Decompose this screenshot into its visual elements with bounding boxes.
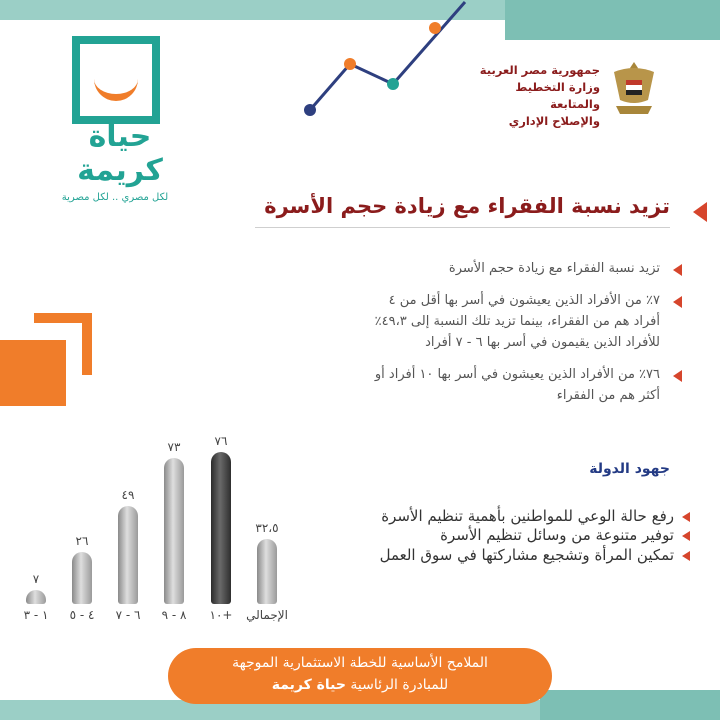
ministry-line3: والإصلاح الإداري [508,114,600,128]
chart-bar-5 [211,452,231,604]
ministry-line1: جمهورية مصر العربية [479,63,600,77]
bullet-2: ٧٪ من الأفراد الذين يعيشون في أسر بها أقل من ٤ أفراد هم من الفقراء، بينما تزيد تلك النسبة إلى ٤٩،٣٪ للأفراد الذين يقيمون في أسر بها ٦ - ٧ أفراد [374,293,660,350]
chart-category-label-1: ١ - ٣ [23,608,49,622]
chart-bar-4 [164,458,184,604]
page-title: تزيد نسبة الفقراء مع زيادة حجم الأسرة [264,194,670,218]
logo-name-line1: حياة [88,119,152,154]
chart-bar-3 [118,506,138,604]
chart-bar-1 [26,590,46,604]
footer-brand: حياة كريمة [271,677,346,693]
effort-item-3: تمكين المرأة وتشجيع مشاركتها في سوق العمل [379,546,674,564]
logo-name-line2: كريمة [77,153,163,188]
effort-item-1: رفع حالة الوعي للمواطنين بأهمية تنظيم الأسرة [381,507,674,525]
chart-category-label-5: ١٠+ [209,608,233,622]
chart-category-label-6: الإجمالي [246,608,288,622]
chart-category-label-4: ٨ - ٩ [161,608,187,622]
chart-value-label-1: ٧ [32,572,40,586]
effort-item-2: توفير متنوعة من وسائل تنظيم الأسرة [440,526,674,544]
chart-bar-6 [257,539,277,604]
footer-line2-prefix: للمبادرة الرئاسية [350,677,449,693]
footer-line2 [168,677,552,693]
chart-value-label-5: ٧٦ [214,434,228,448]
chart-category-label-2: ٤ - ٥ [69,608,95,622]
chart-value-label-6: ٣٢،٥ [255,521,279,535]
chart-value-label-3: ٤٩ [121,488,135,502]
chart-value-label-2: ٢٦ [75,534,89,548]
footer-line1: الملامح الأساسية للخطة الاستثمارية الموجهة [232,655,488,671]
efforts-title: جهود الدولة [589,461,670,477]
bullet-3: ٧٦٪ من الأفراد الذين يعيشون في أسر بها ١٠ أفراد أو أكثر هم من الفقراء [374,367,660,403]
chart-value-label-4: ٧٣ [167,440,181,454]
logo-tagline: لكل مصري .. لكل مصرية [61,192,169,203]
chart-bar-2 [72,552,92,604]
chart-category-label-3: ٦ - ٧ [115,608,141,622]
ministry-line2: وزارة التخطيط والمتابعة [515,80,600,111]
bullet-1: تزيد نسبة الفقراء مع زيادة حجم الأسرة [448,261,660,276]
